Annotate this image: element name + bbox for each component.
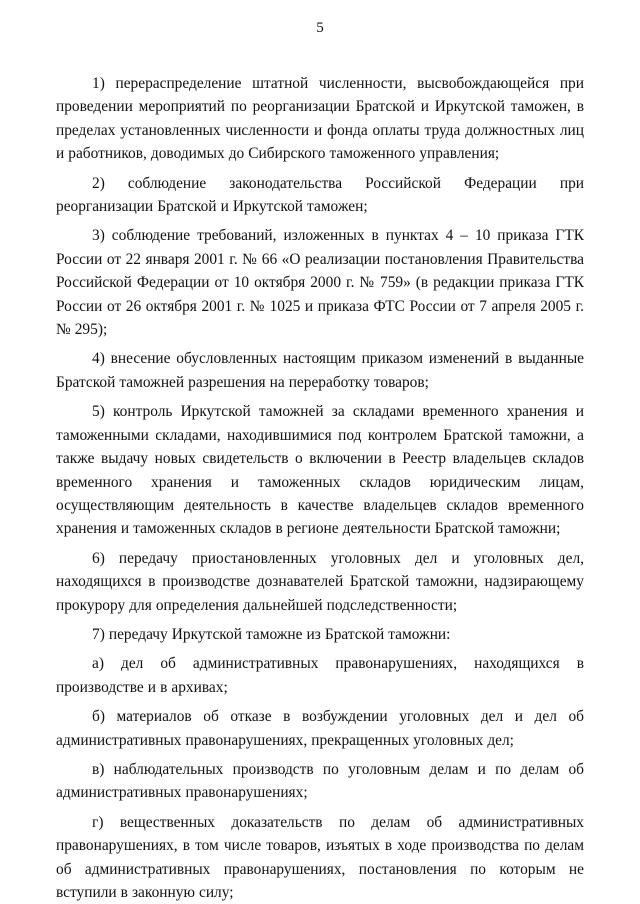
paragraph-item-6: 6) передачу приостановленных уголовных дел и уголовных дел, находящихся в производстве дознавателей Братской таможни, надзирающему прокурору для определения дальнейшей подследственности; [56,549,584,614]
paragraph-item-1: 1) перераспределение штатной численности, высвобождающейся при проведении мероприятий по реорганизации Братской и Иркутской таможен, в пределах установленных численности и фонда оплаты труда должностных лиц и работников, доводимых до Сибирского таможенного управления; [56,75,584,163]
paragraph-item-2: 2) соблюдение законодательства Российской Федерации при реорганизации Братской и Иркутской таможен; [56,174,584,216]
page-number: 5 [316,20,324,36]
subparagraph-a: а) дел об административных правонарушениях, находящихся в производстве и в архивах; [56,655,584,696]
paragraph-item-7: 7) передачу Иркутской таможне из Братской таможни: [92,625,451,643]
subparagraph-v: в) наблюдательных производств по уголовным делам и по делам об административных правонарушениях; [56,760,584,802]
paragraph-item-3: 3) соблюдение требований, изложенных в пунктах 4 – 10 приказа ГТК России от 22 января 2001 г. № 66 «О реализации постановления Правительства Российской Федерации от 10 октября 2000 г. № 759» (в редакции приказа ГТК России от 26 октября 2001 г. № 1025 и приказа ФТС России от 7 апреля 2005 г. № 295); [56,227,584,339]
subparagraph-g: г) вещественных доказательств по делам об административных правонарушениях, в том числе товаров, изъятых в ходе производства по делам об административных правонарушениях, постановления по которым не вступили в законную силу; [56,813,584,901]
document-body [56,72,584,904]
subparagraph-b: б) материалов об отказе в возбуждении уголовных дел и дел об административных правонарушениях, прекращенных уголовных дел; [56,708,584,749]
paragraph-item-5: 5) контроль Иркутской таможней за складами временного хранения и таможенными складами, находившимися под контролем Братской таможни, а также выдачу новых свидетельств о включении в Реестр владельцев складов временного хранения и таможенных складов юридическим лицам, осуществляющим деятельность в качестве владельцев складов временного хранения и таможенных складов в регионе деятельности Братской таможни; [56,403,584,538]
paragraph-item-4: 4) внесение обусловленных настоящим приказом изменений в выданные Братской таможней разрешения на переработку товаров; [56,350,584,391]
